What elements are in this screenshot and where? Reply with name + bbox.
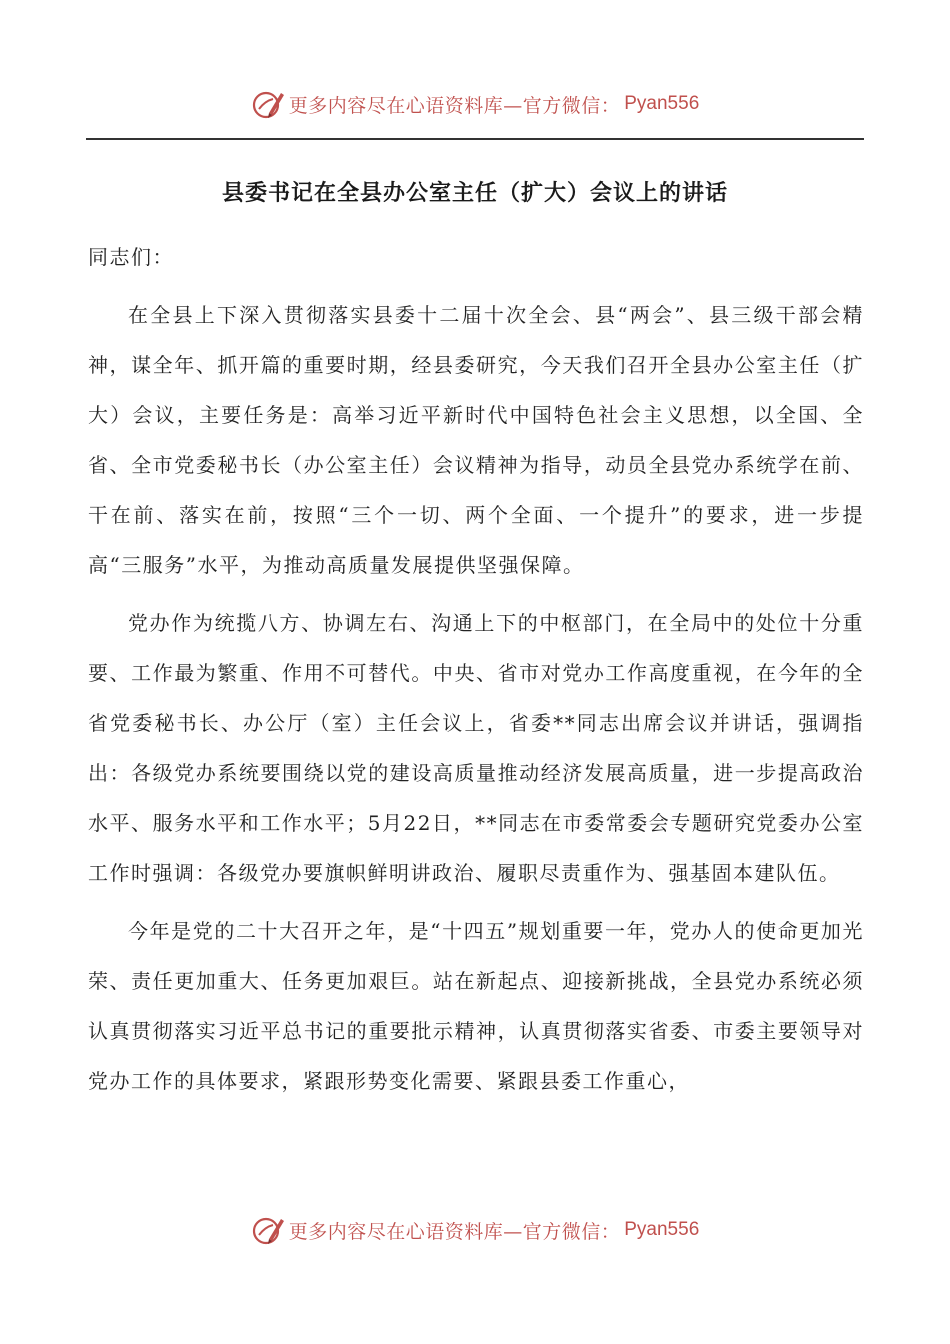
document-title: 县委书记在全县办公室主任（扩大）会议上的讲话: [221, 181, 728, 206]
pen-logo-icon: [251, 1213, 285, 1247]
pen-logo-icon: [251, 87, 285, 121]
paragraph-2: 党办作为统揽八方、协调左右、沟通上下的中枢部门，在全局中的处位十分重要、工作最为繁重、作用不可替代。中央、省市对党办工作高度重视，在今年的全省党委秘书长、办公厅（室）主任会议上，省委**同志出席会议并讲话，强调指出：各级党办系统要围绕以党的建设高质量推动经济发展高质量，进一步提高政治水平、服务水平和工作水平；5月22日，**同志在市委常委会专题研究党委办公室工作时强调：各级党办要旗帜鲜明讲政治、履职尽责重作为、强基固本建队伍。: [88, 611, 864, 885]
header-banner-wechat-id: Pyan556: [624, 93, 700, 114]
footer-banner-inner: [251, 1213, 700, 1247]
header-divider: [86, 138, 864, 140]
header-banner-inner: [251, 87, 700, 121]
paragraph-3: 今年是党的二十大召开之年，是“十四五”规划重要一年，党办人的使命更加光荣、责任更加重大、任务更加艰巨。站在新起点、迎接新挑战，全县党办系统必须认真贯彻落实习近平总书记的重要批示精神，认真贯彻落实省委、市委主要领导对党办工作的具体要求，紧跟形势变化需要、紧跟县委工作重心，: [88, 919, 864, 1093]
paragraph-1: 在全县上下深入贯彻落实县委十二届十次全会、县“两会”、县三级干部会精神，谋全年、抓开篇的重要时期，经县委研究，今天我们召开全县办公室主任（扩大）会议，主要任务是：高举习近平新时代中国特色社会主义思想，以全国、全省、全市党委秘书长（办公室主任）会议精神为指导，动员全县党办系统学在前、干在前、落实在前，按照“三个一切、两个全面、一个提升”的要求，进一步提高“三服务”水平，为推动高质量发展提供坚强保障。: [88, 303, 864, 577]
salutation: 同志们：: [88, 245, 174, 269]
header-banner: [0, 84, 950, 124]
header-banner-text: 更多内容尽在心语资料库—官方微信：: [288, 94, 621, 117]
footer-banner-text: 更多内容尽在心语资料库—官方微信：: [288, 1220, 621, 1243]
document-body: [88, 232, 864, 1114]
footer-banner-wechat-id: Pyan556: [624, 1219, 700, 1240]
footer-banner: [0, 1210, 950, 1250]
